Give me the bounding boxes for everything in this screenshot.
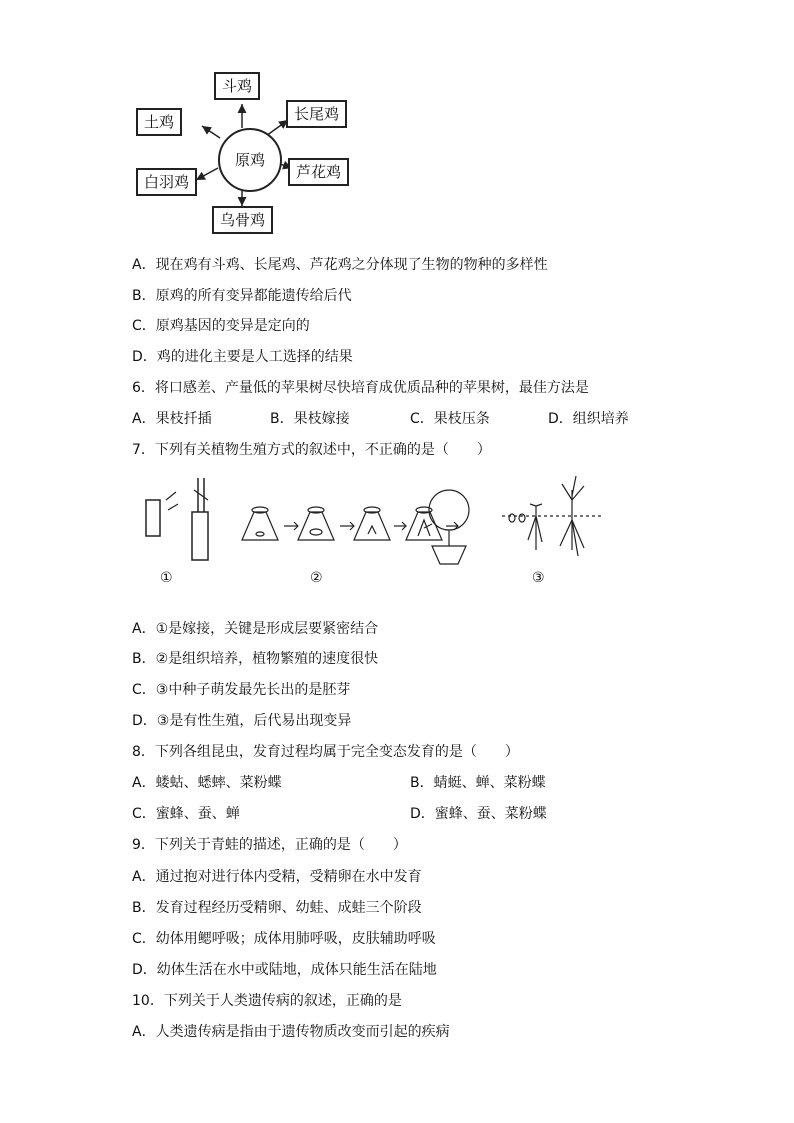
q7-option-d: D．③是有性生殖，后代易出现变异 <box>132 713 352 729</box>
q5-option-d: D．鸡的进化主要是人工选择的结果 <box>132 349 353 365</box>
q7-option-a: A．①是嫁接，关键是形成层要紧密结合 <box>132 621 379 637</box>
q10-stem: 10．下列关于人类遗传病的叙述，正确的是 <box>132 993 402 1009</box>
q6-option-b: B．果枝嫁接 <box>270 411 350 427</box>
q6-option-a: A．果枝扦插 <box>132 411 212 427</box>
breed-box-barred: 芦花鸡 <box>288 158 349 186</box>
breed-box-silkie: 乌骨鸡 <box>212 206 273 234</box>
q7-stem: 7．下列有关植物生殖方式的叙述中，不正确的是（ ） <box>132 442 491 458</box>
q5-option-c: C．原鸡基因的变异是定向的 <box>132 318 310 334</box>
q9-option-d: D．幼体生活在水中或陆地，成体只能生活在陆地 <box>132 962 437 978</box>
q8-option-c: C．蜜蜂、蚕、蝉 <box>132 806 240 822</box>
figure-label-2: ② <box>310 570 323 586</box>
q6-option-d: D．组织培养 <box>548 411 629 427</box>
q8-option-b: B．蜻蜓、蝉、菜粉蝶 <box>410 775 546 791</box>
figure-label-3: ③ <box>532 570 545 586</box>
q9-option-a: A．通过抱对进行体内受精，受精卵在水中发育 <box>132 869 422 885</box>
q8-option-d: D．蜜蜂、蚕、菜粉蝶 <box>410 806 547 822</box>
q6-stem: 6．将口感差、产量低的苹果树尽快培育成优质品种的苹果树，最佳方法是 <box>132 380 589 396</box>
q7-option-b: B．②是组织培养，植物繁殖的速度很快 <box>132 651 379 667</box>
breed-box-long-tail: 长尾鸡 <box>286 100 347 128</box>
breed-box-white-feather: 白羽鸡 <box>136 168 197 196</box>
q10-option-a: A．人类遗传病是指由于遗传物质改变而引起的疾病 <box>132 1024 450 1040</box>
q8-option-a: A．蝼蛄、蟋蟀、菜粉蝶 <box>132 775 282 791</box>
q9-stem: 9．下列关于青蛙的描述，正确的是（ ） <box>132 837 407 853</box>
q9-option-b: B．发育过程经历受精卵、幼蛙、成蛙三个阶段 <box>132 900 422 916</box>
q9-option-c: C．幼体用鳃呼吸；成体用肺呼吸，皮肤辅助呼吸 <box>132 931 436 947</box>
breed-box-fighting: 斗鸡 <box>214 72 260 100</box>
origin-chicken-circle: 原鸡 <box>218 128 282 192</box>
q5-option-a: A．现在鸡有斗鸡、长尾鸡、芦花鸡之分体现了生物的物种的多样性 <box>132 257 548 273</box>
q7-option-c: C．③中种子萌发最先长出的是胚芽 <box>132 682 351 698</box>
q5-option-b: B．原鸡的所有变异都能遗传给后代 <box>132 288 352 304</box>
reproduction-illustration <box>132 470 612 570</box>
q8-stem: 8．下列各组昆虫，发育过程均属于完全变态发育的是（ ） <box>132 744 519 760</box>
chicken-breed-diagram <box>130 68 370 236</box>
q6-option-c: C．果枝压条 <box>410 411 490 427</box>
figure-label-1: ① <box>160 570 173 586</box>
breed-box-native: 土鸡 <box>136 108 182 136</box>
plant-reproduction-figure <box>132 470 612 590</box>
